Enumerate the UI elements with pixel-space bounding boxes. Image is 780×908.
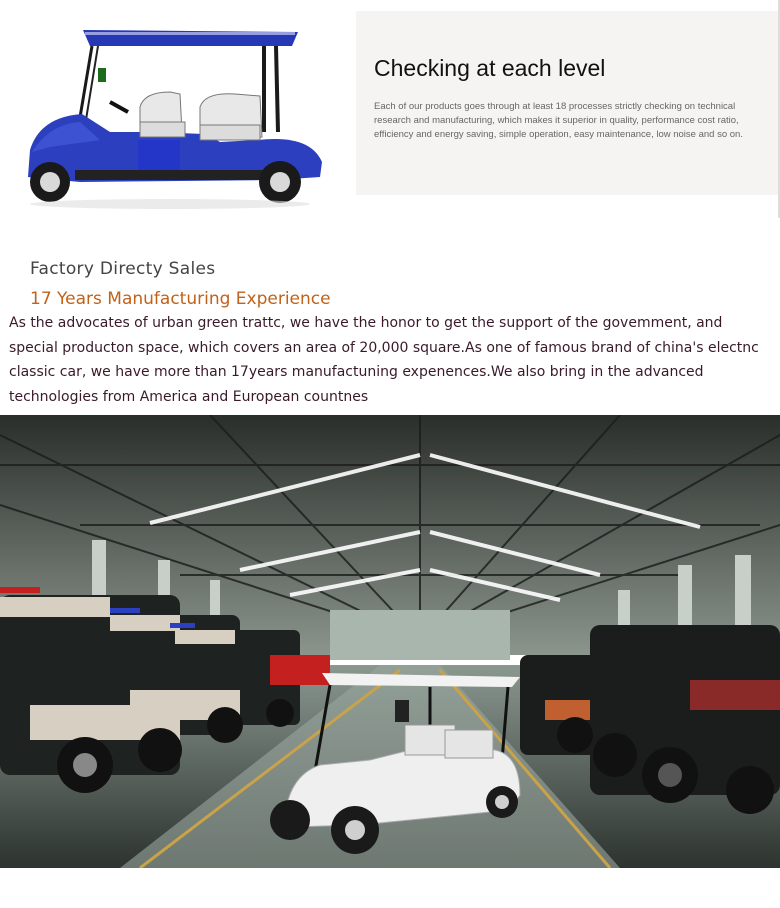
- factory-section: [0, 218, 780, 415]
- warehouse-photo: [0, 415, 780, 868]
- info-text: Each of our products goes through at least 18 processes strictly checking on technical research and manufacturing, which makes it superior in quality, performance cost ratio, efficiency and energy saving, simple operation, easy maintenance, low noise and so on.: [374, 101, 743, 140]
- blue-golf-cart-image: [20, 22, 330, 212]
- info-title: Checking at each level: [374, 55, 606, 81]
- top-section: [0, 0, 780, 218]
- info-panel: [356, 11, 780, 195]
- factory-subtitle: Factory Directy Sales: [30, 259, 216, 279]
- factory-text: As the advocates of urban green trattc, we have the honor to get the support of the govemment, and special producton space, which covers an area of 20,000 square.As one of famous brand of china's electnc classic car, we have more than 17years manufactuning expenences.We also bring in the advanced technologies from America and European countnes: [9, 315, 759, 405]
- factory-title: 17 Years Manufacturing Experience: [30, 289, 331, 309]
- bottom-margin: [0, 868, 780, 908]
